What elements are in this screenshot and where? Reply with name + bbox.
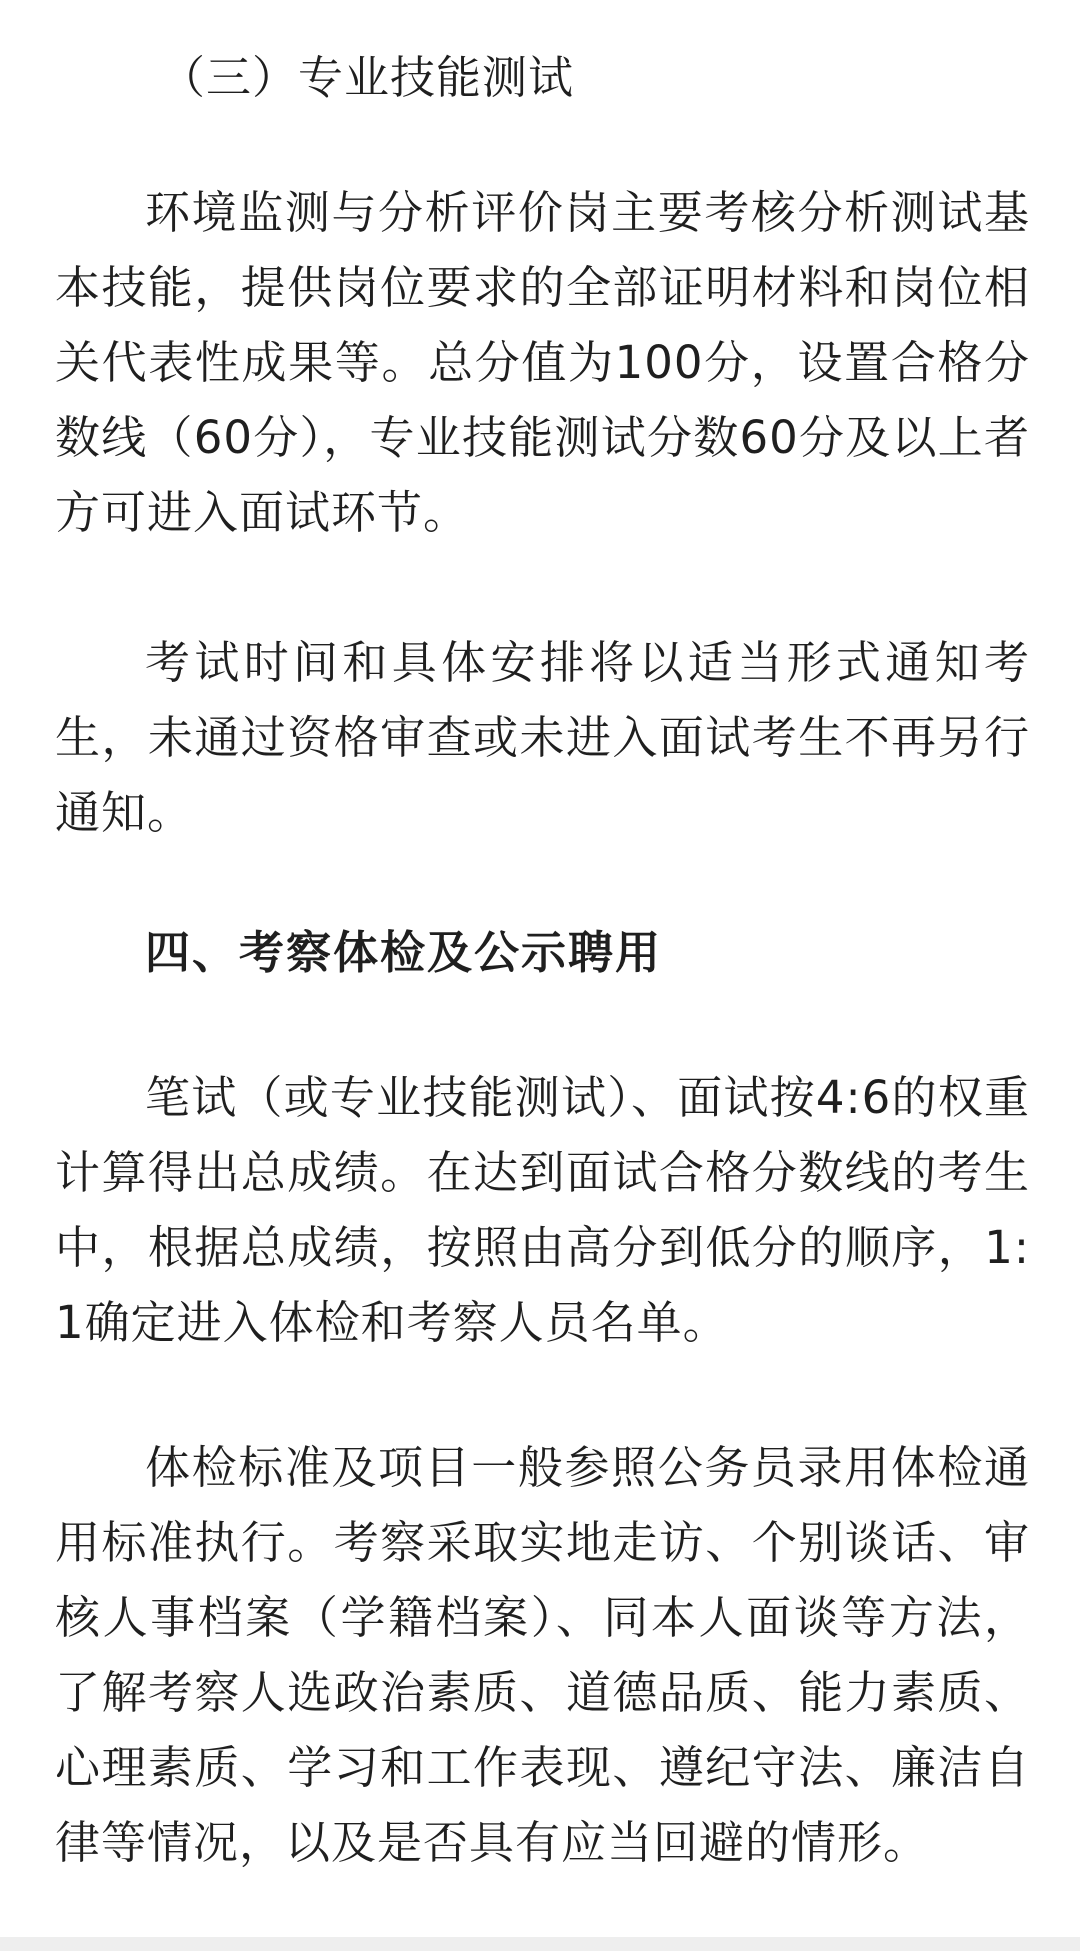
paragraph-exam-notice: 考试时间和具体安排将以适当形式通知考生，未通过资格审查或未进入面试考生不再另行通知。 <box>55 636 1030 839</box>
bottom-bar <box>0 1937 1080 1951</box>
spacer <box>55 850 1030 915</box>
spacer <box>55 990 1030 1060</box>
spacer <box>55 550 1030 625</box>
spacer <box>55 115 1030 175</box>
section-heading-inspection-hiring: 四、考察体检及公示聘用 <box>145 926 663 979</box>
article-body <box>55 40 1030 1880</box>
paragraph-skill-test: 环境监测与分析评价岗主要考核分析测试基本技能，提供岗位要求的全部证明材料和岗位相关代表性成果等。总分值为100分，设置合格分数线（60分），专业技能测试分数60分及以上者方可进入面试环节。 <box>55 186 1030 539</box>
paragraph-physical-exam: 体检标准及项目一般参照公务员录用体检通用标准执行。考察采取实地走访、个别谈话、审核人事档案（学籍档案）、同本人面谈等方法，了解考察人选政治素质、道德品质、能力素质、心理素质、学习和工作表现、遵纪守法、廉洁自律等情况，以及是否具有应当回避的情形。 <box>55 1441 1030 1869</box>
paragraph-score-weighting: 笔试（或专业技能测试）、面试按4:6的权重计算得出总成绩。在达到面试合格分数线的考生中，根据总成绩，按照由高分到低分的顺序，1:1确定进入体检和考察人员名单。 <box>55 1071 1030 1349</box>
spacer <box>55 1360 1030 1430</box>
subheading-professional-skill-test: （三）专业技能测试 <box>160 51 575 104</box>
